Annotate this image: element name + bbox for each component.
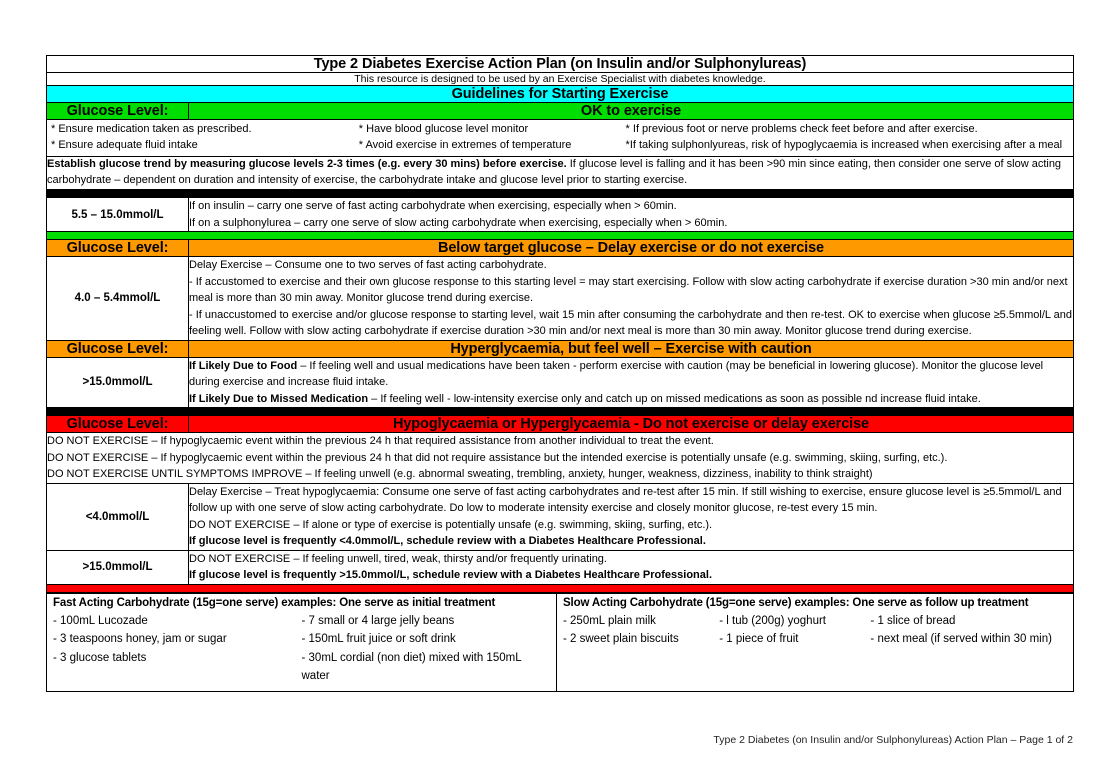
hyper-heading: Hyperglycaemia, but feel well – Exercise with caution — [189, 340, 1074, 357]
glucose-level-label-ok: Glucose Level: — [47, 103, 189, 120]
slow-acting-list — [563, 612, 1067, 668]
separator-bar — [47, 190, 1074, 198]
guidelines-col-2 — [355, 122, 622, 153]
green-separator — [47, 232, 1074, 240]
guideline-item: * Ensure adequate fluid intake — [51, 138, 198, 151]
glucose-trend-bold: Establish glucose trend by measuring glucose levels 2-3 times (e.g. every 30 mins) before exercise. — [47, 158, 567, 171]
item-right: - 150mL fruit juice or soft drink — [301, 633, 456, 646]
item-col-1: - 250mL plain milk — [563, 614, 656, 627]
range-row-hyper — [47, 357, 1074, 408]
black-separator-2 — [47, 408, 1074, 416]
glucose-level-label-hyper: Glucose Level: — [47, 340, 189, 357]
below-target-level-row — [47, 240, 1074, 257]
guideline-item: * Avoid exercise in extremes of temperature — [358, 138, 572, 151]
line-rest: – If feeling well and usual medications have been taken - perform exercise with caution (may be beneficial in lowering glucose). Monitor the glucose level during exercise and increase fluid intake. — [189, 359, 1044, 389]
range-body — [189, 257, 1074, 341]
body-line: If on a sulphonylurea – carry one serve of slow acting carbohydrate when exercising, especially when > 60min. — [189, 216, 728, 229]
danger-heading: Hypoglycaemia or Hyperglycaemia - Do not exercise or delay exercise — [189, 416, 1074, 433]
danger-level-row — [47, 416, 1074, 433]
slow-acting-cell — [557, 593, 1074, 692]
body-line: DO NOT EXERCISE – If alone or type of exercise is potentially unsafe (e.g. swimming, skiing, surfing, etc.). — [189, 518, 713, 531]
glucose-trend-rest: If glucose level is falling and it has been >90 min since eating, then consider one serve of slow acting carbohydrate – dependent on duration and intensity of exercise, the carbohydrate intake and glucose level prior to starting exercise. — [47, 158, 1062, 187]
fast-acting-cell — [47, 593, 557, 692]
range-label: >15.0mmol/L — [47, 550, 189, 584]
fast-acting-heading: Fast Acting Carbohydrate (15g=one serve) examples: One serve as initial treatment — [53, 596, 496, 609]
body-line-bold: If glucose level is frequently >15.0mmol/L, schedule review with a Diabetes Healthcare Professional. — [189, 569, 712, 582]
action-plan-document — [46, 55, 1074, 692]
subtitle-row — [47, 73, 1074, 86]
carbohydrate-section — [46, 593, 1074, 693]
guideline-item: * Have blood glucose level monitor — [358, 123, 529, 135]
guidelines-band-row — [47, 86, 1074, 103]
range-body — [189, 483, 1074, 550]
below-target-heading: Below target glucose – Delay exercise or do not exercise — [189, 240, 1074, 257]
range-row-5-5-15 — [47, 198, 1074, 232]
do-not-line: DO NOT EXERCISE – If hypoglycaemic event within the previous 24 h that required assistance from another individual to treat the event. — [47, 435, 714, 448]
line-bold-lead: If Likely Due to Missed Medication — [189, 392, 369, 405]
body-line-bold: If glucose level is frequently <4.0mmol/L, schedule review with a Diabetes Healthcare Professional. — [189, 535, 706, 548]
carbohydrate-table — [46, 593, 1074, 693]
range-row-4-0-5-4 — [47, 257, 1074, 341]
hyper-level-row — [47, 340, 1074, 357]
body-line: Delay Exercise – Treat hypoglycaemia: Consume one serve of fast acting carbohydrates and re-test after 15 min. If still wishing to exercise, ensure glucose level is ≥5.5mmol/L and follow up with one serve of slow acting carbohydrate. Do low to moderate intensity exercise and closely monitor glucose, re-test every 15 min. — [189, 485, 1062, 515]
line-rest: – If feeling well - low-intensity exercise only and catch up on missed medications as soon as possible nd increase fluid intake. — [368, 392, 981, 405]
item-right: - 30mL cordial (non diet) mixed with 150mL water — [301, 651, 522, 683]
body-line: If on insulin – carry one serve of fast acting carbohydrate when exercising, especially when > 60min. — [189, 200, 677, 213]
range-row-low — [47, 483, 1074, 550]
range-body — [189, 550, 1074, 584]
fast-acting-list — [53, 612, 550, 687]
list-item — [563, 649, 1067, 668]
ok-to-exercise-heading: OK to exercise — [189, 103, 1074, 120]
guideline-item: * Ensure medication taken as prescribed. — [51, 123, 252, 135]
guidelines-bullets-row — [47, 120, 1074, 157]
item-col-3: - 1 slice of bread — [870, 614, 956, 627]
black-separator-1 — [47, 190, 1074, 198]
glucose-level-label-danger: Glucose Level: — [47, 416, 189, 433]
range-body — [189, 198, 1074, 232]
item-col-2 — [719, 649, 870, 668]
page-footer: Type 2 Diabetes (on Insulin and/or Sulphonylureas) Action Plan – Page 1 of 2 — [713, 734, 1073, 746]
range-label: <4.0mmol/L — [47, 483, 189, 550]
ok-level-row — [47, 103, 1074, 120]
line-bold-lead: If Likely Due to Food — [189, 359, 298, 372]
list-item — [53, 612, 550, 631]
item-col-1 — [563, 649, 719, 668]
glucose-level-label-below: Glucose Level: — [47, 240, 189, 257]
item-right: - 7 small or 4 large jelly beans — [301, 614, 455, 627]
item-left: - 3 glucose tablets — [53, 651, 147, 664]
range-row-high — [47, 550, 1074, 584]
item-left: - 3 teaspoons honey, jam or sugar — [53, 633, 227, 646]
body-line — [189, 391, 1073, 408]
body-line: Delay Exercise – Consume one to two serves of fast acting carbohydrate. — [189, 259, 547, 272]
separator-bar — [47, 232, 1074, 240]
red-separator — [47, 584, 1074, 592]
list-item — [563, 630, 1067, 649]
list-item — [563, 612, 1067, 631]
do-not-exercise-cell — [47, 433, 1074, 484]
item-col-1: - 2 sweet plain biscuits — [563, 633, 679, 646]
separator-bar — [47, 408, 1074, 416]
list-item — [53, 649, 550, 686]
body-line: DO NOT EXERCISE – If feeling unwell, tired, weak, thirsty and/or frequently urinating. — [189, 552, 607, 565]
document-subtitle: This resource is designed to be used by an Exercise Specialist with diabetes knowledge. — [47, 73, 1074, 86]
separator-bar — [47, 584, 1074, 592]
guidelines-band: Guidelines for Starting Exercise — [47, 86, 1074, 103]
do-not-exercise-row — [47, 433, 1074, 484]
item-col-2: - l tub (200g) yoghurt — [719, 614, 826, 627]
title-row — [47, 56, 1074, 73]
item-col-2: - 1 piece of fruit — [719, 633, 799, 646]
item-col-3: - next meal (if served within 30 min) — [870, 633, 1052, 646]
list-item — [53, 630, 550, 649]
guideline-item: * If previous foot or nerve problems check feet before and after exercise. — [625, 123, 978, 135]
carbohydrate-row — [47, 593, 1074, 692]
guidelines-bullets-cell — [47, 120, 1074, 157]
guideline-item: *If taking sulphonlyureas, risk of hypoglycaemia is increased when exercising after a meal — [625, 138, 1063, 151]
body-line: - If unaccustomed to exercise and/or glucose response to starting level, wait 15 min after consuming the carbohydrate and then re-test. OK to exercise when glucose ≥5.5mmol/L and feeling well. Follow with slow acting carbohydrate if exercise duration >30 min and/or next meal is more than 30 min away. Monitor glucose trend during exercise. — [189, 308, 1073, 338]
item-left: - 100mL Lucozade — [53, 614, 148, 627]
range-label: 5.5 – 15.0mmol/L — [47, 198, 189, 232]
range-label: >15.0mmol/L — [47, 357, 189, 408]
item-col-3 — [870, 649, 1067, 668]
glucose-trend-cell — [47, 157, 1074, 190]
slow-acting-heading: Slow Acting Carbohydrate (15g=one serve) examples: One serve as follow up treatment — [563, 596, 1029, 609]
do-not-line: DO NOT EXERCISE UNTIL SYMPTOMS IMPROVE – If feeling unwell (e.g. abnormal sweating, trembling, anxiety, hunger, weakness, dizziness, inability to think straight) — [47, 468, 873, 481]
range-label: 4.0 – 5.4mmol/L — [47, 257, 189, 341]
main-table — [46, 55, 1074, 593]
document-title: Type 2 Diabetes Exercise Action Plan (on Insulin and/or Sulphonylureas) — [47, 56, 1074, 73]
guidelines-col-1 — [47, 122, 355, 153]
do-not-line: DO NOT EXERCISE – If hypoglycaemic event within the previous 24 h that did not require assistance but the intended exercise is potentially unsafe (e.g. swimming, skiing, surfing, etc.). — [47, 451, 948, 464]
glucose-trend-row — [47, 157, 1074, 190]
range-body — [189, 357, 1074, 408]
body-line: - If accustomed to exercise and their own glucose response to this starting level = may start exercising. Follow with slow acting carbohydrate if exercise duration >30 min and/or next meal is more than 30 min away. Monitor glucose trend during exercise. — [189, 275, 1068, 305]
body-line — [189, 358, 1073, 391]
guidelines-col-3 — [622, 122, 1073, 153]
